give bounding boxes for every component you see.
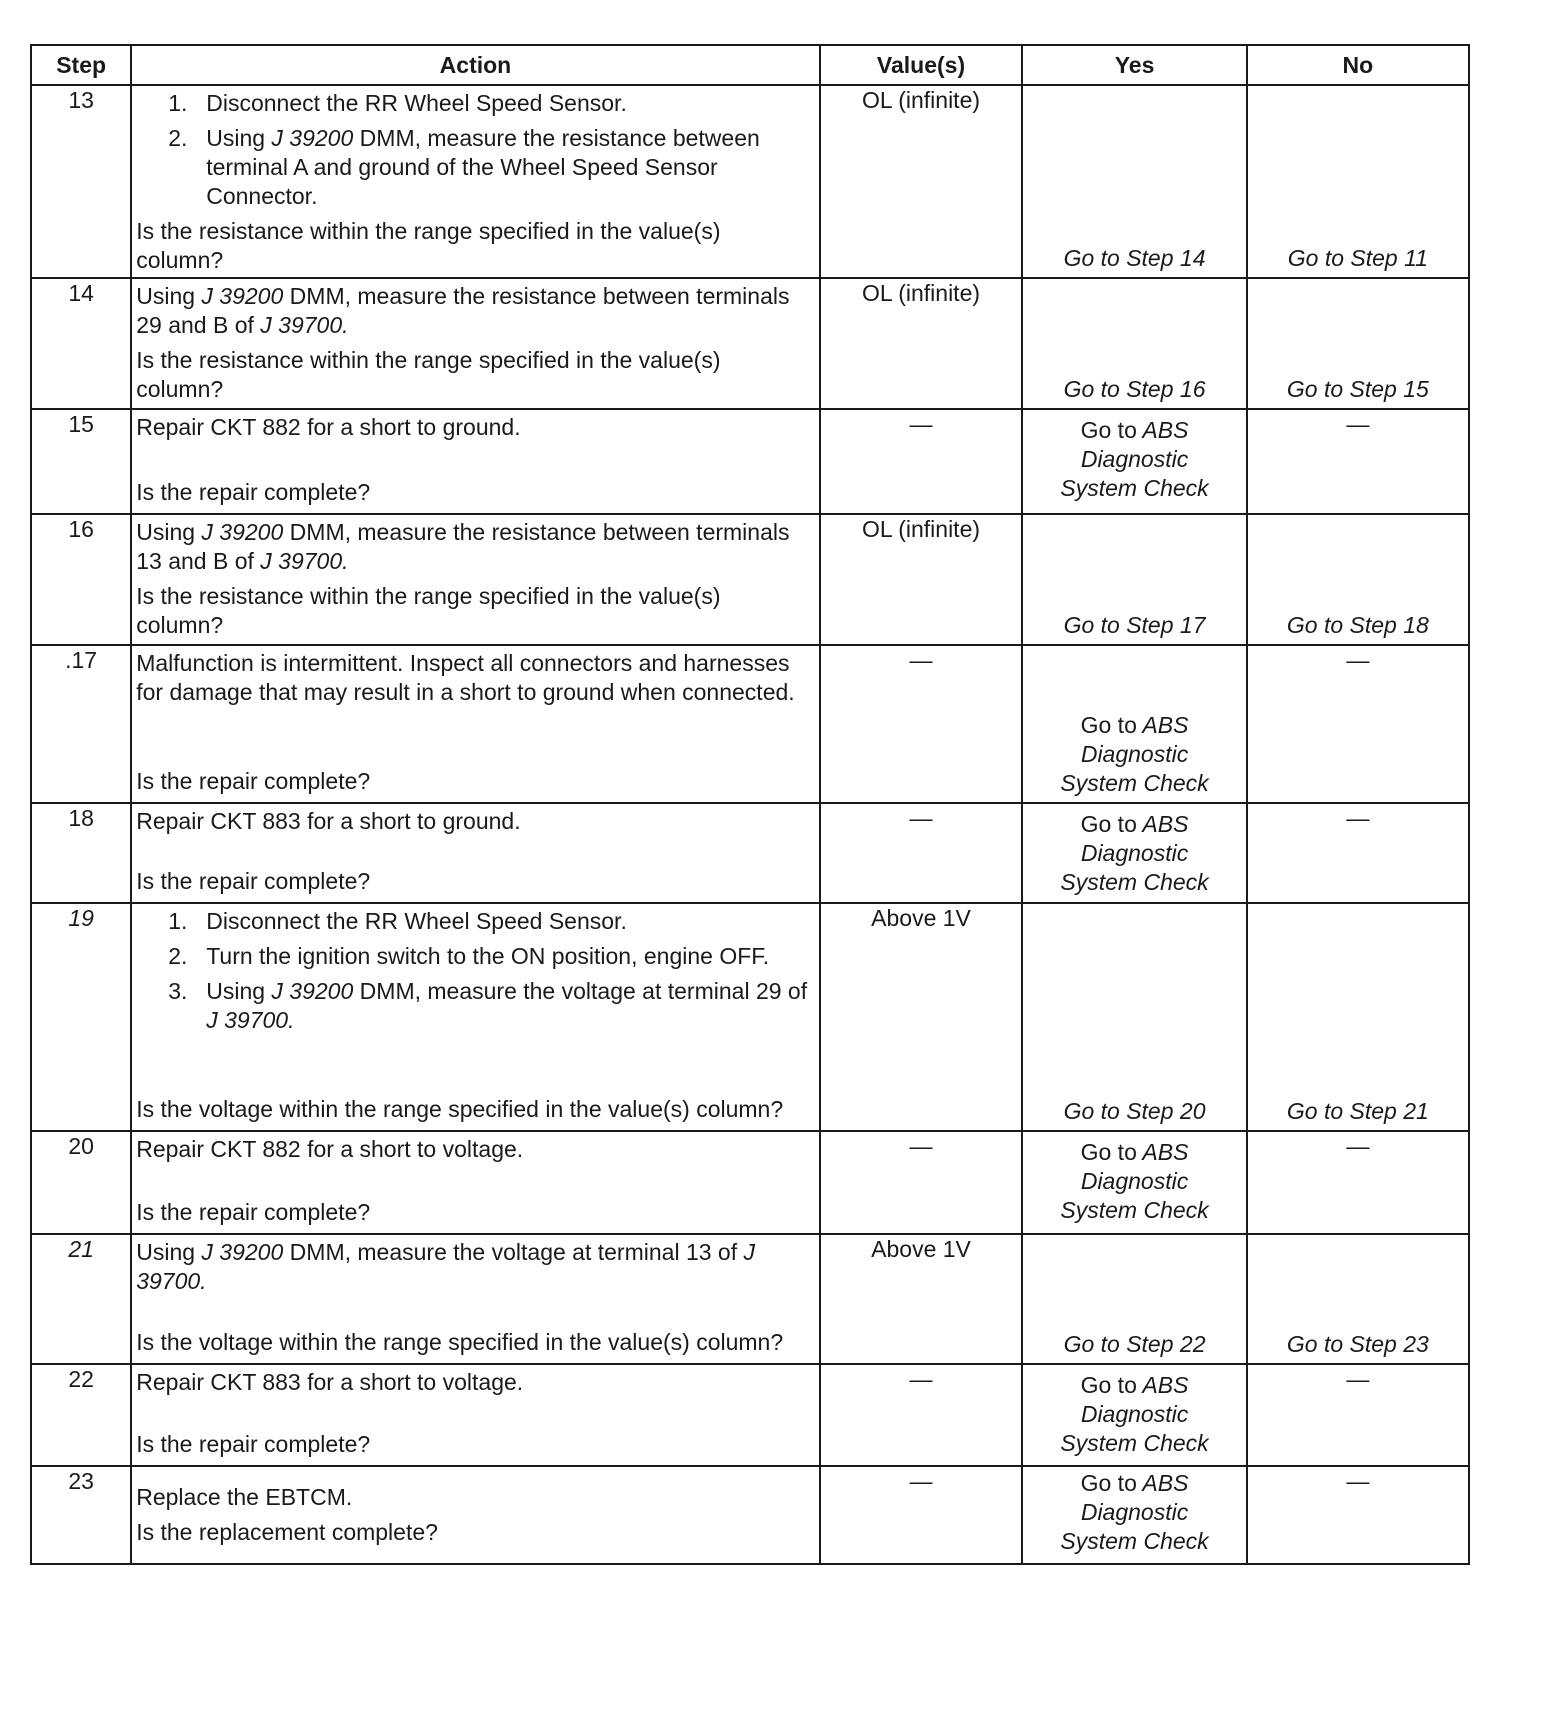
action-cell: Repair CKT 883 for a short to ground. Is the repair complete? — [131, 803, 819, 903]
goto-link[interactable]: Go to ABS Diagnostic System Check — [1060, 712, 1209, 797]
step-number: 15 — [31, 409, 131, 514]
step-number: 21 — [31, 1234, 131, 1364]
yes-cell — [1022, 1466, 1246, 1564]
list-item: 3. Using J 39200 DMM, measure the voltage at terminal 29 of J 39700. — [168, 977, 808, 1033]
step-number: 18 — [31, 803, 131, 903]
no-cell — [1247, 514, 1469, 645]
yes-cell — [1022, 803, 1246, 903]
no-cell: — — [1247, 803, 1469, 903]
goto-link[interactable]: Go to Step 15 — [1286, 376, 1429, 403]
yes-cell — [1022, 645, 1246, 803]
table-row — [31, 514, 1469, 645]
step-number: .17 — [31, 645, 131, 803]
table-row — [31, 803, 1469, 903]
question-text: Is the voltage within the range specified in the value(s) column? — [136, 1096, 784, 1123]
no-cell — [1247, 278, 1469, 409]
step-number: 23 — [31, 1466, 131, 1564]
step-number: 20 — [31, 1131, 131, 1234]
value-cell: OL (infinite) — [820, 514, 1023, 645]
list-item: 1. Disconnect the RR Wheel Speed Sensor. — [168, 90, 627, 116]
table-row — [31, 85, 1469, 278]
no-cell: — — [1247, 409, 1469, 514]
yes-cell — [1022, 85, 1246, 278]
goto-link[interactable]: Go to ABS Diagnostic System Check — [1060, 1372, 1209, 1456]
no-cell — [1247, 85, 1469, 278]
table-row — [31, 278, 1469, 409]
header-values: Value(s) — [820, 45, 1023, 85]
diagnostic-table — [30, 44, 1470, 1565]
goto-link[interactable]: Go to ABS Diagnostic System Check — [1060, 811, 1209, 895]
action-cell: Repair CKT 882 for a short to voltage. Is the repair complete? — [131, 1131, 819, 1234]
question-text: Is the repair complete? — [136, 479, 371, 506]
value-cell: — — [820, 1466, 1023, 1564]
goto-link[interactable]: Go to ABS Diagnostic System Check — [1060, 1139, 1209, 1223]
value-cell: OL (infinite) — [820, 278, 1023, 409]
header-step: Step — [31, 45, 131, 85]
yes-cell — [1022, 278, 1246, 409]
action-cell: Using J 39200 DMM, measure the resistance between terminals 13 and B of J 39700. Is the resistance within the range specified in the value(s) column? — [131, 514, 819, 645]
goto-link[interactable]: Go to Step 14 — [1063, 245, 1206, 272]
question-text: Is the repair complete? — [136, 1199, 371, 1226]
goto-link[interactable]: Go to ABS Diagnostic System Check — [1060, 1470, 1209, 1554]
question-text: Is the replacement complete? — [136, 1519, 438, 1545]
question-text: Is the resistance within the range specified in the value(s) column? — [136, 217, 721, 273]
header-row — [31, 45, 1469, 85]
no-cell: — — [1247, 1131, 1469, 1234]
step-number: 13 — [31, 85, 131, 278]
value-cell: — — [820, 409, 1023, 514]
goto-link[interactable]: Go to ABS Diagnostic System Check — [1060, 417, 1209, 501]
goto-link[interactable]: Go to Step 22 — [1063, 1331, 1206, 1358]
no-cell: — — [1247, 645, 1469, 803]
procedure-list — [136, 89, 812, 217]
value-cell: — — [820, 1131, 1023, 1234]
procedure-list — [136, 907, 812, 1041]
list-item: 2. Using J 39200 DMM, measure the resistance between terminal A and ground of the Wheel Speed Sensor Connector. — [168, 124, 760, 209]
table-row — [31, 1234, 1469, 1364]
step-number: 19 — [31, 903, 131, 1131]
goto-link[interactable]: Go to Step 17 — [1063, 612, 1206, 639]
question-text: Is the resistance within the range specified in the value(s) column? — [136, 346, 721, 402]
yes-cell — [1022, 1131, 1246, 1234]
goto-link[interactable]: Go to Step 18 — [1286, 612, 1429, 639]
question-text: Is the resistance within the range specified in the value(s) column? — [136, 582, 721, 638]
question-text: Is the voltage within the range specified in the value(s) column? — [136, 1329, 784, 1356]
goto-link[interactable]: Go to Step 21 — [1286, 1098, 1429, 1125]
value-cell: — — [820, 803, 1023, 903]
action-cell — [131, 85, 819, 278]
table-row — [31, 1466, 1469, 1564]
action-cell: Repair CKT 882 for a short to ground. Is the repair complete? — [131, 409, 819, 514]
action-cell: Using J 39200 DMM, measure the resistance between terminals 29 and B of J 39700. Is the resistance within the range specified in the value(s) column? — [131, 278, 819, 409]
goto-link[interactable]: Go to Step 23 — [1286, 1331, 1429, 1358]
header-no: No — [1247, 45, 1469, 85]
goto-link[interactable]: Go to Step 16 — [1063, 376, 1206, 403]
header-action: Action — [131, 45, 819, 85]
action-cell: Repair CKT 883 for a short to voltage. Is the repair complete? — [131, 1364, 819, 1466]
list-item: 1. Disconnect the RR Wheel Speed Sensor. — [168, 908, 627, 934]
yes-cell — [1022, 903, 1246, 1131]
yes-cell — [1022, 409, 1246, 514]
table-row — [31, 903, 1469, 1131]
table-row — [31, 409, 1469, 514]
question-text: Is the repair complete? — [136, 1431, 371, 1458]
action-cell: Replace the EBTCM. Is the replacement complete? — [131, 1466, 819, 1564]
table-row — [31, 1131, 1469, 1234]
yes-cell — [1022, 1364, 1246, 1466]
no-cell — [1247, 903, 1469, 1131]
value-cell: Above 1V — [820, 903, 1023, 1131]
goto-link[interactable]: Go to Step 11 — [1287, 245, 1428, 272]
no-cell — [1247, 1234, 1469, 1364]
table-row — [31, 645, 1469, 803]
header-yes: Yes — [1022, 45, 1246, 85]
action-cell — [131, 903, 819, 1131]
goto-link[interactable]: Go to Step 20 — [1063, 1098, 1206, 1125]
value-cell: OL (infinite) — [820, 85, 1023, 278]
yes-cell — [1022, 514, 1246, 645]
no-cell: — — [1247, 1466, 1469, 1564]
question-text: Is the repair complete? — [136, 768, 371, 795]
action-cell: Using J 39200 DMM, measure the voltage at terminal 13 of J 39700. Is the voltage within the range specified in the value(s) column? — [131, 1234, 819, 1364]
value-cell: — — [820, 1364, 1023, 1466]
question-text: Is the repair complete? — [136, 868, 371, 895]
yes-cell — [1022, 1234, 1246, 1364]
table-row — [31, 1364, 1469, 1466]
step-number: 22 — [31, 1364, 131, 1466]
no-cell: — — [1247, 1364, 1469, 1466]
step-number: 14 — [31, 278, 131, 409]
step-number: 16 — [31, 514, 131, 645]
value-cell: Above 1V — [820, 1234, 1023, 1364]
action-cell: Malfunction is intermittent. Inspect all connectors and harnesses for damage that may result in a short to ground when connected. Is the repair complete? — [131, 645, 819, 803]
list-item: 2. Turn the ignition switch to the ON position, engine OFF. — [168, 942, 770, 969]
value-cell: — — [820, 645, 1023, 803]
